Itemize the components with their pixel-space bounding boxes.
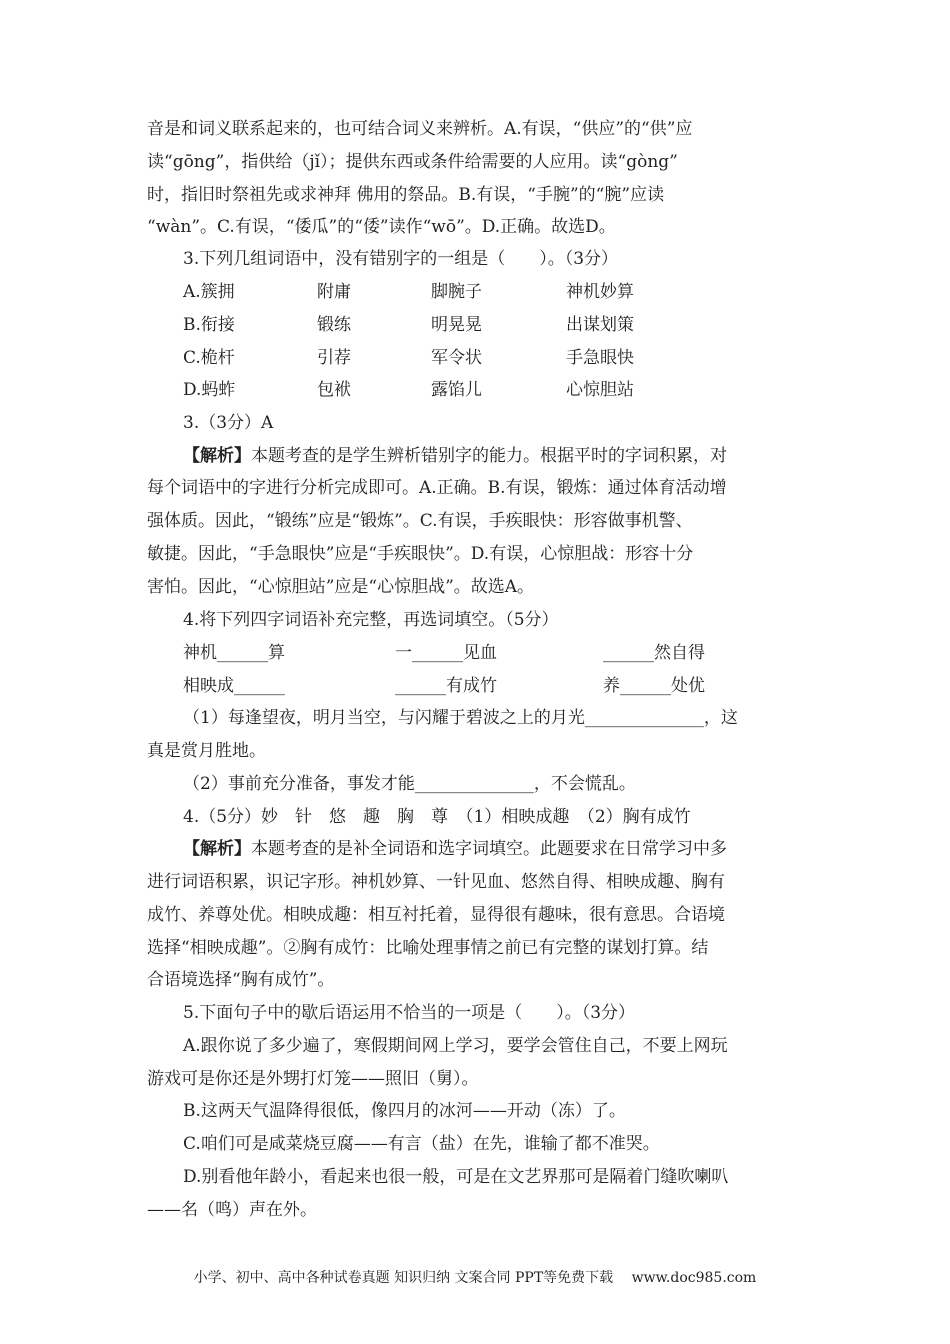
q4-blank-4: 相映成______ (183, 676, 285, 696)
q3-analysis-text-1: 本题考查的是学生辨析错别字的能力。根据平时的字词积累，对 (251, 446, 727, 466)
q3-option-b-4: 出谋划策 (566, 315, 634, 335)
q3-answer: 3.（3分）A (183, 413, 274, 433)
q3-analysis-line-4: 敏捷。因此，“手急眼快”应是“手疾眼快”。D.有误，心惊胆战：形容十分 (147, 544, 694, 564)
q4-blank-6: 养______处优 (603, 676, 705, 696)
q3-question: 3.下列几组词语中，没有错别字的一组是（ ）。（3分） (183, 249, 619, 269)
q4-analysis-line-4: 选择“相映成趣”。②胸有成竹：比喻处理事情之前已有完整的谋划打算。结 (147, 938, 709, 958)
q3-option-b-1: B.衔接 (183, 315, 235, 335)
q3-option-d-2: 包袱 (317, 380, 351, 400)
q3-option-a-4: 神机妙算 (566, 282, 634, 302)
q3-option-c-3: 军令状 (431, 348, 482, 368)
intro-line-2: 读“gōng”，指供给（jǐ）；提供东西或条件给需要的人应用。读“gòng” (147, 152, 678, 172)
q4-blank-2: 一______见血 (395, 643, 497, 663)
q4-analysis-line-2: 进行词语积累，识记字形。神机妙算、一针见血、悠然自得、相映成趣、胸有 (147, 872, 725, 892)
q3-option-d-1: D.蚂蚱 (183, 380, 236, 400)
q3-analysis-label: 【解析】 (183, 446, 251, 466)
page-footer: 小学、初中、高中各种试卷真题 知识归纳 文案合同 PPT等免费下载 www.doc985.com (193, 1270, 757, 1286)
q4-blank-3: ______然自得 (603, 643, 705, 663)
q3-analysis-line-2: 每个词语中的字进行分析完成即可。A.正确。B.有误，锻炼：通过体育活动增 (147, 478, 727, 498)
q4-analysis-text-1: 本题考查的是补全词语和选字词填空。此题要求在日常学习中多 (251, 839, 727, 859)
q4-sentence-1b: 真是赏月胜地。 (147, 741, 266, 761)
q3-option-a-2: 附庸 (317, 282, 351, 302)
q5-question: 5.下面句子中的歇后语运用不恰当的一项是（ ）。（3分） (183, 1003, 636, 1023)
q3-option-d-4: 心惊胆站 (566, 380, 634, 400)
q4-question: 4.将下列四字词语补充完整，再选词填空。（5分） (183, 610, 559, 630)
intro-line-4: “wàn”。C.有误，“倭瓜”的“倭”读作“wō”。D.正确。故选D。 (147, 217, 616, 237)
q4-analysis-line-5: 合语境选择“胸有成竹”。 (147, 970, 335, 990)
q3-option-b-3: 明晃晃 (431, 315, 482, 335)
q3-option-a-1: A.簇拥 (183, 282, 235, 302)
q3-option-d-3: 露馅儿 (431, 380, 482, 400)
intro-line-1: 音是和词义联系起来的，也可结合词义来辨析。A.有误，“供应”的“供”应 (147, 119, 693, 139)
q4-analysis-label: 【解析】 (183, 839, 251, 859)
q3-option-b-2: 锻练 (317, 315, 351, 335)
intro-line-3: 时，指旧时祭祖先或求神拜 佛用的祭品。B.有误，“手腕”的“腕”应读 (147, 185, 665, 205)
q5-option-d-2: ——名（鸣）声在外。 (147, 1200, 317, 1220)
q3-option-a-3: 脚腕子 (431, 282, 482, 302)
q3-analysis-line-5: 害怕。因此，“心惊胆站”应是“心惊胆战”。故选A。 (147, 577, 535, 597)
q3-option-c-2: 引荐 (317, 348, 351, 368)
q3-analysis-line-1 (183, 445, 727, 467)
q3-analysis-line-3: 强体质。因此，“锻练”应是“锻炼”。C.有误，手疾眼快：形容做事机警、 (147, 511, 693, 531)
q5-option-a-1: A.跟你说了多少遍了，寒假期间网上学习，要学会管住自己，不要上网玩 (183, 1036, 728, 1056)
q3-option-c-4: 手急眼快 (566, 348, 634, 368)
q5-option-d-1: D.别看他年龄小，看起来也很一般，可是在文艺界那可是隔着门缝吹喇叭 (183, 1167, 729, 1187)
q4-sentence-1a: （1）每逢望夜，明月当空，与闪耀于碧波之上的月光______________，这 (183, 708, 738, 728)
q3-option-c-1: C.桅杆 (183, 348, 235, 368)
q4-blank-5: ______有成竹 (395, 676, 497, 696)
q5-option-a-2: 游戏可是你还是外甥打灯笼——照旧（舅）。 (147, 1069, 479, 1089)
q5-option-b: B.这两天气温降得很低，像四月的冰河——开动（冻）了。 (183, 1101, 626, 1121)
q4-sentence-2: （2）事前充分准备，事发才能______________，不会慌乱。 (183, 774, 636, 794)
q5-option-c: C.咱们可是咸菜烧豆腐——有言（盐）在先，谁输了都不准哭。 (183, 1134, 660, 1154)
q4-answer: 4.（5分）妙 针 悠 趣 胸 尊 （1）相映成趣 （2）胸有成竹 (183, 807, 691, 827)
q4-analysis-line-1 (183, 838, 727, 860)
q4-blank-1: 神机______算 (183, 643, 285, 663)
q4-analysis-line-3: 成竹、养尊处优。相映成趣：相互衬托着，显得很有趣味，很有意思。合语境 (147, 905, 725, 925)
